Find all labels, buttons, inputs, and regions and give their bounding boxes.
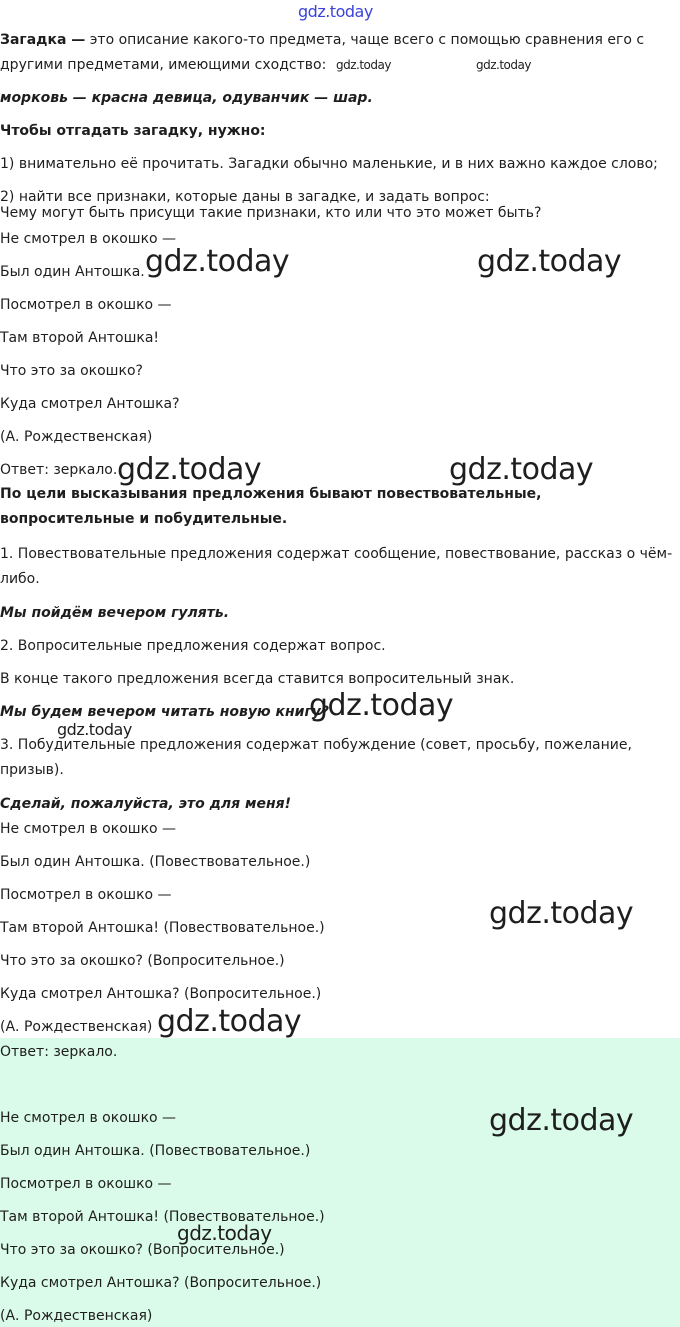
answer-line-4: Там второй Антошка! (Повествовательное.) [0, 1209, 325, 1225]
howto-step-2: 2) найти все признаки, которые даны в загадке, и задать вопрос: [0, 189, 490, 205]
types-imperative: 3. Побудительные предложения содержат побуждение (совет, просьбу, пожелание, призыв). [0, 737, 632, 778]
watermark: gdz.today [489, 896, 634, 931]
answer-line-6: Куда смотрел Антошка? (Вопросительное.) [0, 1275, 322, 1291]
riddle-line-4: Там второй Антошка! [0, 330, 160, 346]
types-interrogative-example: Мы будем вечером читать новую книгу? [0, 704, 330, 720]
analysis-line-5: Что это за окошко? (Вопросительное.) [0, 953, 285, 969]
watermark: gdz.today [309, 688, 454, 723]
riddle-line-2: Был один Антошка. [0, 264, 145, 280]
riddle-line-1: Не смотрел в окошко — [0, 231, 177, 247]
types-imperative-example: Сделай, пожалуйста, это для меня! [0, 796, 292, 812]
watermark: gdz.today [177, 1221, 272, 1245]
answer-author: (А. Рождественская) [0, 1308, 153, 1324]
answer-line-5: Что это за окошко? (Вопросительное.) [0, 1242, 285, 1258]
howto-heading: Чтобы отгадать загадку, нужно: [0, 123, 266, 139]
analysis-line-6: Куда смотрел Антошка? (Вопросительное.) [0, 986, 322, 1002]
rule-example: морковь — красна девица, одуванчик — шар. [0, 90, 373, 106]
watermark: gdz.today [57, 720, 132, 739]
types-interrogative: 2. Вопросительные предложения содержат вопрос. [0, 638, 386, 654]
rule-term: Загадка — [0, 32, 86, 48]
watermark: gdz.today [476, 58, 531, 72]
watermark: gdz.today [477, 244, 622, 279]
riddle-line-3: Посмотрел в окошко — [0, 297, 172, 313]
watermark: gdz.today [336, 58, 391, 72]
answer-line-2: Был один Антошка. (Повествовательное.) [0, 1143, 311, 1159]
answer-line-3: Посмотрел в окошко — [0, 1176, 172, 1192]
analysis-line-3: Посмотрел в окошко — [0, 887, 172, 903]
watermark: gdz.today [145, 244, 290, 279]
watermark: gdz.today [117, 452, 262, 487]
howto-step-1: 1) внимательно её прочитать. Загадки обычно маленькие, и в них важно каждое слово; [0, 156, 658, 172]
cut-line [0, 205, 542, 222]
analysis-answer: Ответ: зеркало. [0, 1044, 118, 1060]
riddle-line-5: Что это за окошко? [0, 363, 143, 379]
cut-line-text: Чему могут быть присущи такие признаки, кто или что это может быть? [0, 205, 542, 221]
analysis-author: (А. Рождественская) [0, 1019, 153, 1035]
analysis-line-2: Был один Антошка. (Повествовательное.) [0, 854, 311, 870]
riddle-line-6: Куда смотрел Антошка? [0, 396, 180, 412]
analysis-line-4: Там второй Антошка! (Повествовательное.) [0, 920, 325, 936]
watermark: gdz.today [449, 452, 594, 487]
analysis-line-1: Не смотрел в окошко — [0, 821, 177, 837]
types-intro: По цели высказывания предложения бывают повествовательные, вопросительные и побудительные. [0, 486, 542, 527]
types-declarative: 1. Повествовательные предложения содержат сообщение, повествование, рассказ о чём-либо. [0, 546, 673, 587]
riddle-answer: Ответ: зеркало. [0, 462, 118, 478]
riddle-author: (А. Рождественская) [0, 429, 153, 445]
types-declarative-example: Мы пойдём вечером гулять. [0, 605, 230, 621]
answer-line-1: Не смотрел в окошко — [0, 1110, 177, 1126]
watermark-top: gdz.today [298, 2, 373, 21]
watermark: gdz.today [157, 1004, 302, 1039]
rule-definition-text: это описание какого-то предмета, чаще всего с помощью сравнения его с другими предметами, имеющими сходство: [0, 32, 645, 73]
watermark: gdz.today [489, 1103, 634, 1138]
types-interrogative-note: В конце такого предложения всегда ставится вопросительный знак. [0, 671, 515, 687]
